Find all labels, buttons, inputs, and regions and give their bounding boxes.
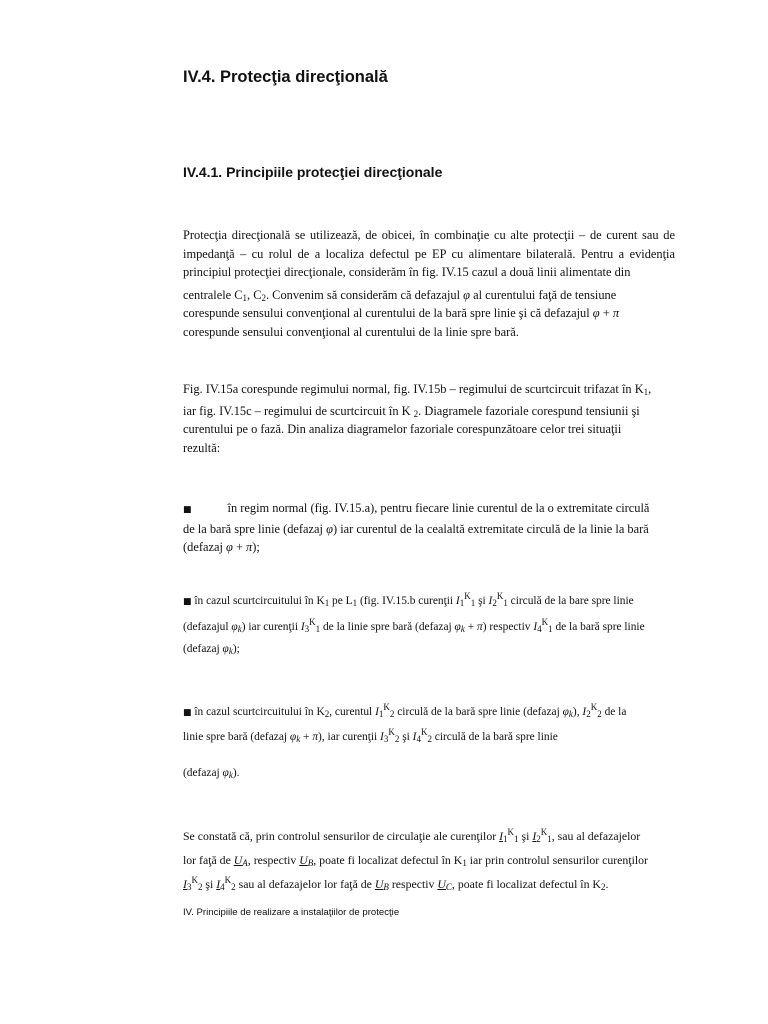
- subsection-title: IV.4.1. Principiile protecţiei direcţionale: [183, 164, 443, 180]
- bullet-icon: ■: [183, 708, 192, 718]
- paragraph-intro: Protecţia direcţională se utilizează, de obicei, în combinaţie cu alte protecţii – de curent sau de impedanţă – cu rolul de a localiza defectul pe EP cu alimentare bilaterală. Pentru a evidenţia principiul protecţiei direcţionale, considerăm în fig. IV.15 cazul a două linii alimentate din centralele $C_1$, $C_2$. Convenim să considerăm că defazajul φ al curentului faţă de tensiune corespunde sensului convenţional al curentului de la bară spre linie şi că defazajul φ + π corespunde sensului convenţional al curentului de la linie spre bară.: [183, 228, 675, 339]
- bullet-short-circuit-k1: ■ în cazul scurtcircuitului în $K_1$ pe $L_1$ (fig. IV.15.b curenţii $I_1^K_1$ şi $I_2^K_1$ circulă de la bare spre linie (defazajul $\varphi_k$) iar curenţii $I_3^K_1$ de la linie spre bară (defazaj $\varphi_k + \pi$) respectiv $I_4^K_1$ de la bară spre linie (defazaj $\varphi_k$);: [183, 591, 645, 656]
- page-footer: IV. Principiile de realizare a instalaţiilor de protecţie: [183, 907, 400, 918]
- paragraph-conclusion: Se constată că, prin controlul sensurilor de circulaţie ale curenţilor $I_1^K_1$ şi $I_2^K_1$, sau al defazajelor lor faţă de $U_A$, respectiv $U_B$, poate fi localizat defectul în $K_1$ iar prin controlul sensurilor curenţilor $I_3^K_2$ şi $I_4^K_2$ sau al defazajelor lor faţă de $U_B$ respectiv $U_C$, poate fi localizat defectul în $K_2$.: [183, 827, 648, 892]
- paragraph-regimes: Fig. IV.15a corespunde regimului normal, fig. IV.15b – regimului de scurtcircuit trifazat în $K_1$, iar fig. IV.15c – regimului de scurtcircuit în K $_2$. Diagramele fazoriale corespund tensiunii şi curentului pe o fază. Din analiza diagramelor fazoriale corespunzătoare celor trei situaţii rezultă:: [183, 382, 652, 455]
- bullet-normal-regime: ■ în regim normal (fig. IV.15.a), pentru fiecare linie curentul de la o extremitate circulă de la bară spre linie (defazaj φ) iar curentul de la cealaltă extremitate circulă de la linie la bară (defazaj φ + π);: [183, 501, 650, 554]
- section-title: IV.4. Protecţia direcţională: [183, 68, 388, 86]
- bullet-short-circuit-k2: ■ în cazul scurtcircuitului în $K_2$, curentul $I_1^K_2$ circulă de la bară spre linie (defazaj $\varphi_k$), $I_2^K_2$ de la linie spre bară (defazaj $\varphi_k + \pi$), iar curenţii $I_3^K_2$ şi $I_4^K_2$ circulă de la bară spre linie (defazaj $\varphi_k$).: [183, 702, 627, 780]
- bullet-icon: ■: [183, 597, 192, 607]
- bullet-icon: ■: [183, 505, 192, 515]
